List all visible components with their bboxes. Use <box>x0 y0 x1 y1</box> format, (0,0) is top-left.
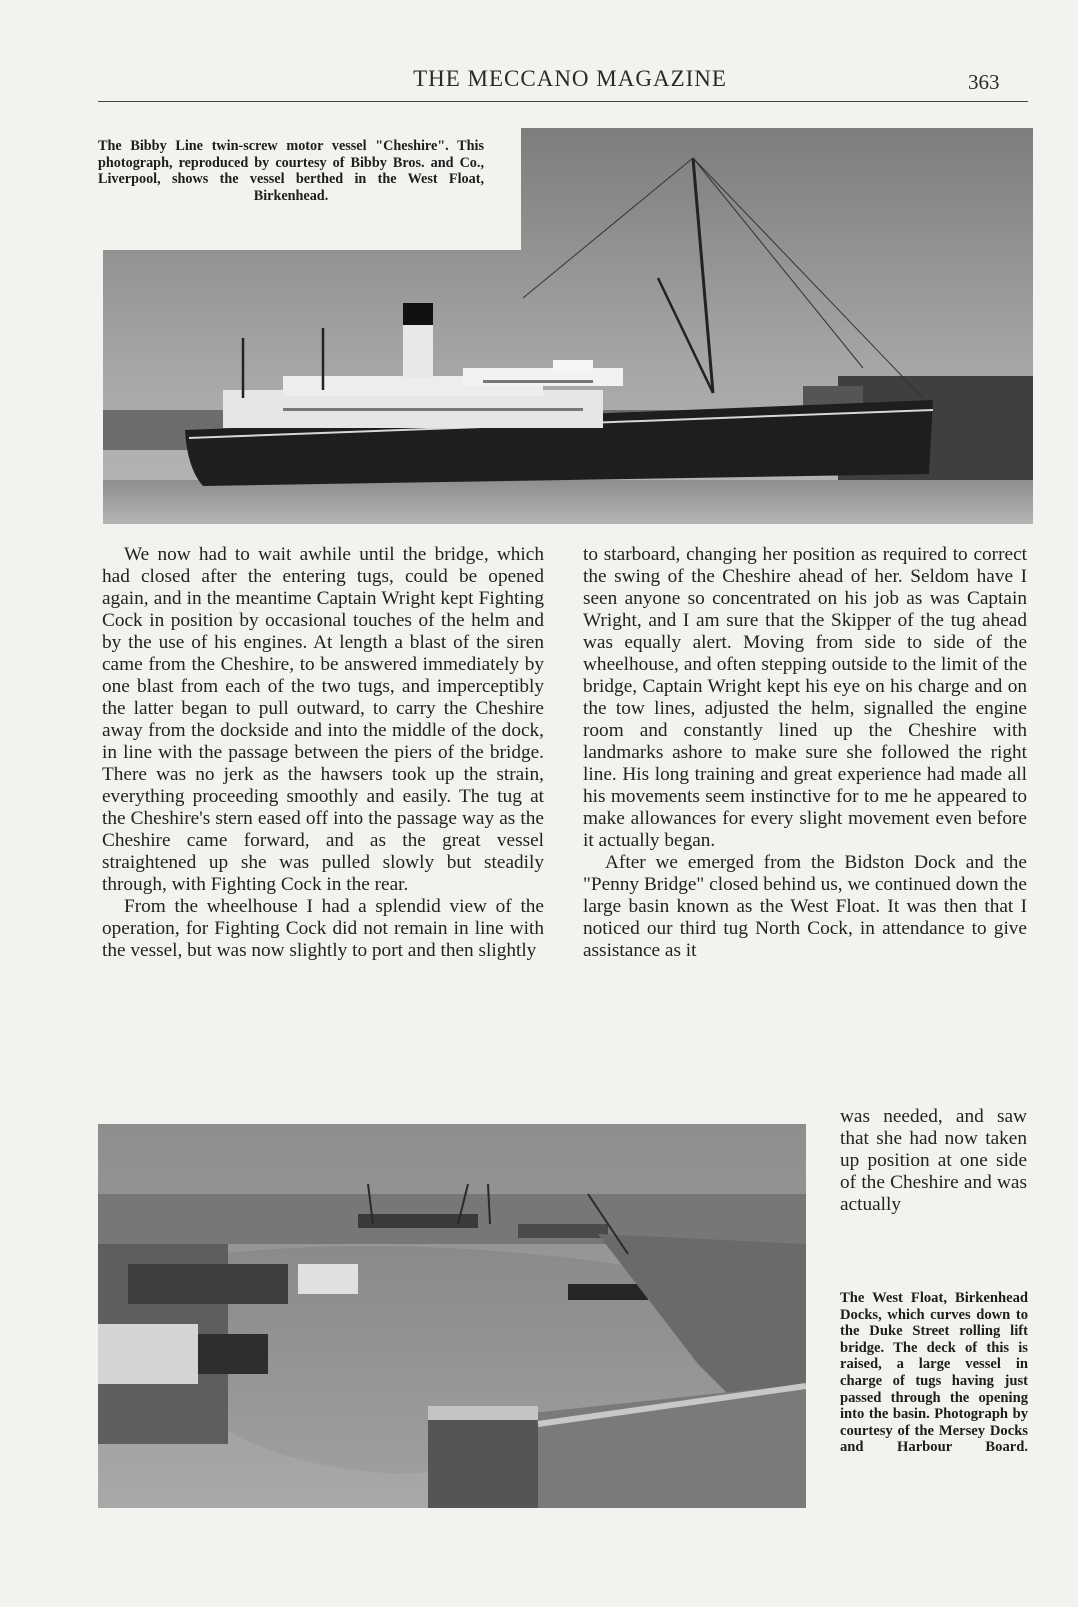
dock-photo-caption-text: The West Float, Birkenhead Docks, which curves down to the Duke Street rolling lift bridge. The deck of this is raised, a large vessel in charge of tugs having just passed through the opening into the basin. Photograph by courtesy of the Mersey Docks and Harbour Board. <box>840 1290 1028 1456</box>
dock-photo-caption <box>840 1290 1028 1456</box>
article-paragraph: From the wheelhouse I had a splendid view of the operation, for Fighting Cock did not remain in line with the vessel, but was now slightly to port and then slightly <box>102 896 544 961</box>
article-paragraph: After we emerged from the Bidston Dock and the "Penny Bridge" closed behind us, we continued down the large basin known as the West Float. It was then that I noticed our third tug North Cock, in attendance to give assistance as it <box>583 852 1027 961</box>
dock-photo <box>98 1124 806 1508</box>
header-rule <box>98 101 1028 102</box>
article-column-left <box>102 544 544 962</box>
article-paragraph: to starboard, changing her position as required to correct the swing of the Cheshire ahead of her. Seldom have I seen anyone so concentrated on his job as was Captain Wright, and I am sure that the Skipper of the tug ahead was equally alert. Moving from side to side of the wheelhouse, and often stepping outside to the limit of the bridge, Captain Wright kept his eye on his charge and on the tow lines, adjusted the helm, signalled the engine room and constantly lined up the Cheshire with landmarks ashore to make sure she followed the right line. His long training and great experience had made all his movements seem instinctive for to me he appeared to make allowances for every slight movement even before it actually began. <box>583 544 1027 851</box>
ship-photo-caption: The Bibby Line twin-screw motor vessel "Cheshire". This photograph, reproduced by courtesy of Bibby Bros. and Co., Liverpool, shows the vessel berthed in the West Float, Birkenhead. <box>98 138 484 204</box>
magazine-title: THE MECCANO MAGAZINE <box>413 66 727 91</box>
article-paragraph: We now had to wait awhile until the bridge, which had closed after the entering tugs, could be opened again, and in the meantime Captain Wright kept Fighting Cock in position by occasional touches of the helm and by the use of his engines. At length a blast of the siren came from the Cheshire, to be answered immediately by one blast from each of the two tugs, and imperceptibly the latter began to pull outward, to carry the Cheshire away from the dockside and into the middle of the dock, in line with the passage between the piers of the bridge. There was no jerk as the hawsers took up the strain, everything proceeding smoothly and easily. The tug at the Cheshire's stern eased off into the passage way as the Cheshire came forward, and as the great vessel straightened up she was pulled slowly but steadily through, with Fighting Cock in the rear. <box>102 544 544 895</box>
article-column-right <box>583 544 1027 962</box>
article-paragraph-continued: was needed, and saw that she had now taken up position at one side of the Cheshire and was actually <box>840 1106 1027 1215</box>
article-continuation <box>840 1106 1027 1216</box>
page-number: 363 <box>968 70 1000 94</box>
